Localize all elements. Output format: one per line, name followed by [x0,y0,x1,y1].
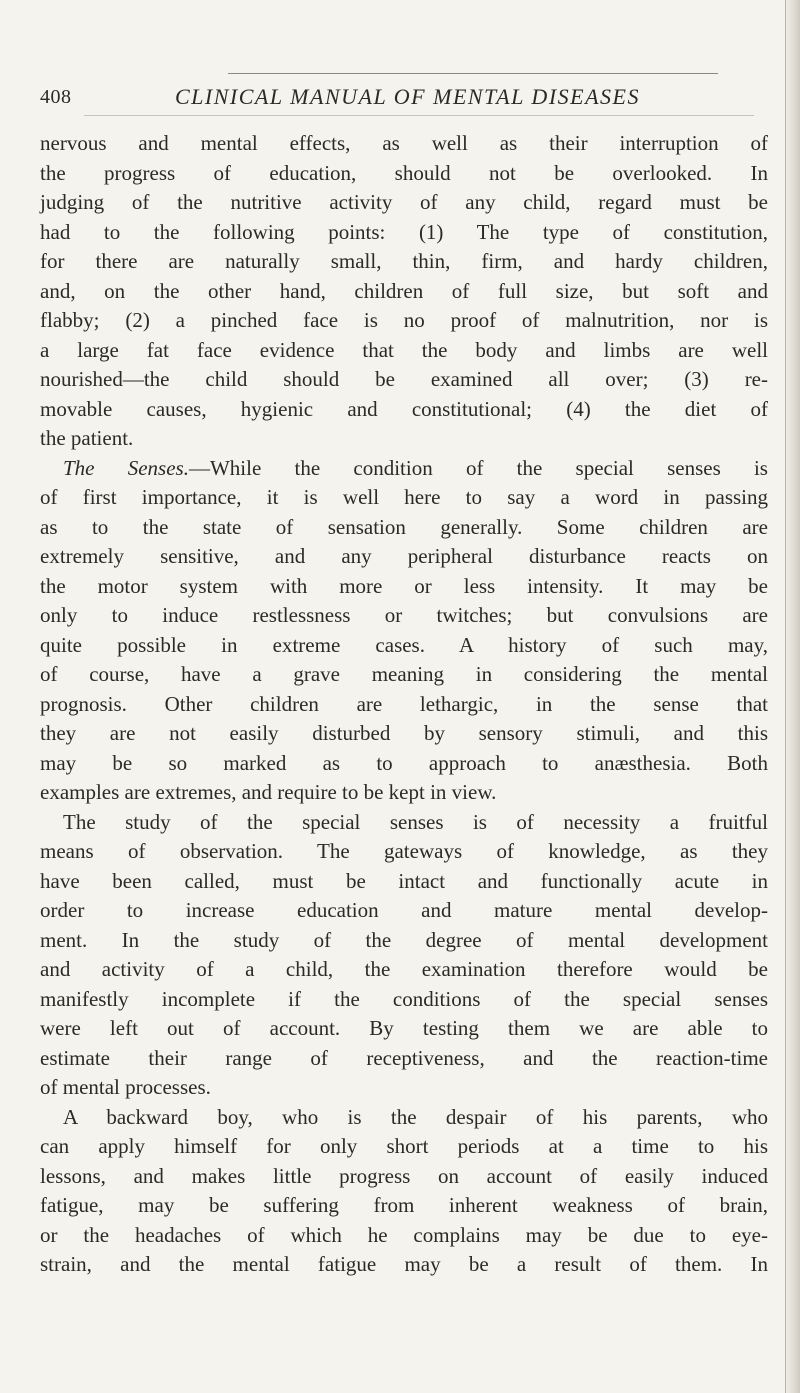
text-line: A backward boy, who is the despair of his parents, who [63,1104,768,1129]
text-line: and activity of a child, the examination therefore would be [40,957,768,981]
text-line: and, on the other hand, children of full size, but soft and [40,278,768,303]
text-line: extremely sensitive, and any peripheral disturbance reacts on [40,544,768,568]
text-line: or the headaches of which he complains may be due to eye- [40,1222,768,1247]
text-line: the patient. [40,426,134,450]
text-line: can apply himself for only short periods at a time to his [40,1134,768,1158]
text-line: a large fat face evidence that the body and limbs are well [40,337,768,362]
text-line: were left out of account. By testing them we are able to [40,1016,768,1040]
page-number: 408 [40,86,72,108]
text-line: for there are naturally small, thin, firm, and hardy children, [40,249,768,273]
text-line: order to increase education and mature mental develop- [40,898,768,922]
section-heading: The Senses. [63,455,189,480]
page-edge-line [785,0,786,1393]
body-text [40,129,768,1280]
text-line: means of observation. The gateways of knowledge, as they [40,839,768,863]
text-line: lessons, and makes little progress on account of easily induced [40,1163,768,1188]
text-line: they are not easily disturbed by sensory stimuli, and this [40,721,768,745]
text-line: of mental processes. [40,1075,211,1099]
text-line: nourished—the child should be examined all over; (3) re- [40,367,768,391]
running-header [40,80,760,120]
text-line-rest: —While the condition of the special senses is [188,455,768,480]
header-rule [84,115,754,116]
text-line: The study of the special senses is of necessity a fruitful [63,809,768,834]
text-line: prognosis. Other children are lethargic, in the sense that [40,691,768,716]
text-line: nervous and mental effects, as well as their interruption of [40,131,768,155]
text-line: the motor system with more or less intensity. It may be [40,573,768,598]
text-line: of course, have a grave meaning in considering the mental [40,662,768,686]
text-line: flabby; (2) a pinched face is no proof of malnutrition, nor is [40,308,768,332]
text-line: judging of the nutritive activity of any child, regard must be [40,190,768,214]
text-line: fatigue, may be suffering from inherent weakness of brain, [40,1193,768,1217]
running-title: CLINICAL MANUAL OF MENTAL DISEASES [175,84,640,109]
text-line: the progress of education, should not be overlooked. In [40,160,768,185]
text-line: only to induce restlessness or twitches; but convulsions are [40,603,768,627]
text-line: strain, and the mental fatigue may be a result of them. In [40,1252,768,1276]
page-edge-shadow [786,0,800,1393]
section-heading-line [40,454,768,484]
text-line: of first importance, it is well here to say a word in passing [40,485,768,509]
text-line: ment. In the study of the degree of mental development [40,927,768,952]
text-line: have been called, must be intact and functionally acute in [40,868,768,893]
text-line: may be so marked as to approach to anæsthesia. Both [40,750,768,775]
text-line: as to the state of sensation generally. Some children are [40,514,768,539]
top-rule [228,73,718,74]
text-line: examples are extremes, and require to be kept in view. [40,780,497,804]
text-line: quite possible in extreme cases. A history of such may, [40,632,768,657]
text-line: had to the following points: (1) The type of constitution, [40,219,768,244]
text-line: estimate their range of receptiveness, and the reaction-time [40,1045,768,1070]
text-line: manifestly incomplete if the conditions of the special senses [40,986,768,1011]
text-line: movable causes, hygienic and constitutional; (4) the diet of [40,396,768,421]
